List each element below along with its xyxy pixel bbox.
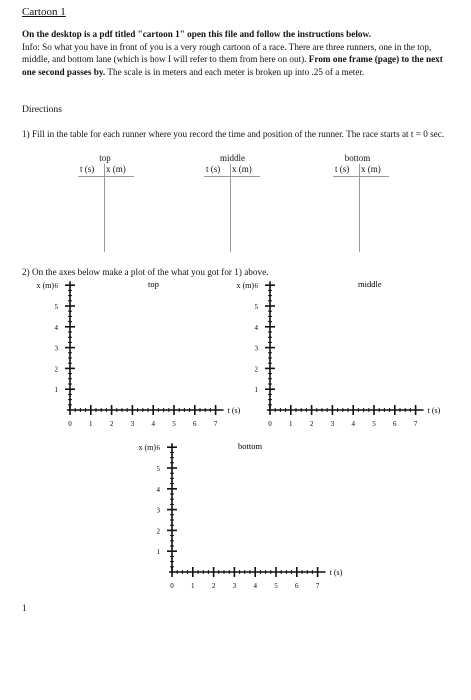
intro-scale-text: The scale is in meters and each meter is broken up into .25 of a meter. <box>107 66 365 77</box>
axes-top-x-tick-label: 0 <box>68 420 72 428</box>
axes-bottom-x-tick-label: 7 <box>315 582 320 590</box>
axes-top-y-tick-label: 1 <box>54 386 58 395</box>
axes-bottom-x-tick-label: 0 <box>170 582 174 590</box>
axes-bottom-y-label: x (m) <box>138 443 156 453</box>
axes-top-x-tick-label: 7 <box>213 420 218 428</box>
document-title: Cartoon 1 <box>22 6 66 18</box>
axes-bottom-x-tick-label: 5 <box>274 582 278 590</box>
axes-bottom-x-tick-label: 2 <box>211 582 216 590</box>
axes-bottom-lane-label: bottom <box>238 441 263 452</box>
directions-heading: Directions <box>22 104 62 115</box>
axes-middle-x-tick-label: 4 <box>351 420 355 428</box>
axes-middle-x-tick-label: 0 <box>268 420 272 428</box>
axes-top-x-label: t (s) <box>227 406 241 415</box>
axes-top-y-tick-label: 6 <box>54 282 58 291</box>
axes-top-x-tick-label: 3 <box>130 420 135 428</box>
axes-middle-y-label: x (m) <box>236 281 254 291</box>
table-top-col-t: t (s) <box>80 164 95 174</box>
axes-bottom-y-tick-label: 3 <box>156 506 160 515</box>
table-bottom-label: bottom <box>344 153 371 163</box>
axes-bottom-x-tick-label: 6 <box>295 582 299 590</box>
axes-top-y-tick-label: 2 <box>54 365 58 374</box>
axes-bottom-y-tick-label: 4 <box>156 485 160 494</box>
table-middle-col-x: x (m) <box>232 164 252 174</box>
intro-frame-text: From one frame (page) to the next one second passes by. <box>22 54 443 77</box>
intro-bold-line: On the desktop is a pdf titled "cartoon 1" open this file and follow the instructions below. <box>22 29 371 39</box>
axes-middle-y-tick-label: 2 <box>254 365 258 374</box>
axes-middle-y-tick-label: 1 <box>254 386 258 395</box>
intro-info-text: Info: So what you have in front of you is a very rough cartoon of a race. There are three runners, one in the top, middle, and bottom lane (which is how I will refer to them from here on out). <box>22 41 432 65</box>
axes-top-lane-label: top <box>148 279 159 290</box>
axes-bottom-y-tick-label: 6 <box>156 444 160 453</box>
axes-bottom-x-tick-label: 1 <box>191 582 195 590</box>
axes-bottom-x-tick-label: 4 <box>253 582 257 590</box>
axes-top-x-tick-label: 1 <box>89 420 93 428</box>
axes-top-y-label: x (m) <box>36 281 54 291</box>
axes-bottom-y-tick-label: 2 <box>156 527 160 536</box>
table-bottom-col-t: t (s) <box>335 164 350 174</box>
directions-step-2: 2) On the axes below make a plot of the what you got for 1) above. <box>22 267 269 277</box>
axes-top-x-tick-label: 4 <box>151 420 155 428</box>
table-middle-label: middle <box>220 153 245 163</box>
axes-middle-x-tick-label: 7 <box>413 420 418 428</box>
axes-middle-x-tick-label: 6 <box>393 420 397 428</box>
table-top-col-x: x (m) <box>106 164 126 174</box>
axes-middle-y-tick-label: 3 <box>254 344 258 353</box>
axes-bottom-y-tick-label: 5 <box>156 465 160 473</box>
axes-top-x-tick-label: 5 <box>172 420 176 428</box>
axes-top-y-tick-label: 3 <box>54 344 58 353</box>
axes-middle-y-tick-label: 6 <box>254 282 258 291</box>
axes-bottom-x-tick-label: 3 <box>232 582 237 590</box>
axes-middle-y-tick-label: 5 <box>254 303 258 311</box>
axes-top-x-tick-label: 2 <box>109 420 114 428</box>
axes-middle-y-tick-label: 4 <box>254 323 258 332</box>
table-top-label: top <box>99 153 111 163</box>
axes-bottom-x-label: t (s) <box>329 568 343 577</box>
axes-middle-lane-label: middle <box>358 279 382 290</box>
axes-middle-x-tick-label: 5 <box>372 420 376 428</box>
table-middle-col-t: t (s) <box>206 164 221 174</box>
axes-middle-x-tick-label: 1 <box>289 420 293 428</box>
page-number: 1 <box>22 603 27 613</box>
axes-middle-x-label: t (s) <box>427 406 441 415</box>
directions-step-1: 1) Fill in the table for each runner where you record the time and position of the runner. The race starts at t = 0 sec. <box>22 129 445 139</box>
table-bottom-col-x: x (m) <box>361 164 381 174</box>
axes-top-x-tick-label: 6 <box>193 420 197 428</box>
axes-middle-x-tick-label: 2 <box>309 420 314 428</box>
axes-bottom-y-tick-label: 1 <box>156 548 160 557</box>
axes-top-y-tick-label: 4 <box>54 323 58 332</box>
axes-top-y-tick-label: 5 <box>54 303 58 311</box>
axes-middle-x-tick-label: 3 <box>330 420 335 428</box>
